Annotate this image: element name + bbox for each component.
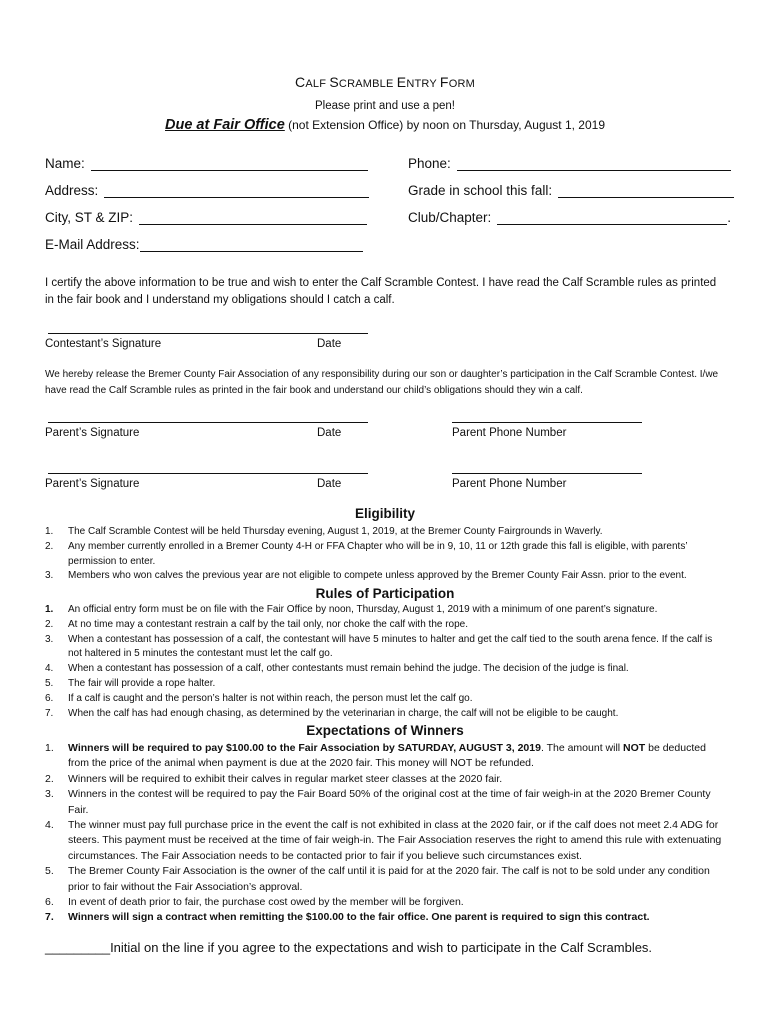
grade-input-line[interactable] <box>558 184 734 198</box>
club-input-line[interactable] <box>497 211 727 225</box>
item-text: Any member currently enrolled in a Bremer County 4-H or FFA Chapter who will be in 9, 10, 11 or 12th grade this fall is eligible, with parents’ permission to enter. <box>68 540 688 567</box>
address-label: Address: <box>45 183 99 198</box>
item-number: 2. <box>45 540 54 552</box>
form-title <box>0 74 770 90</box>
contestant-date-label: Date <box>317 338 342 350</box>
rules-list <box>45 603 725 721</box>
list-item <box>45 692 725 707</box>
item-number: 1. <box>45 742 54 754</box>
list-item <box>45 895 725 910</box>
email-input-line[interactable] <box>140 238 363 252</box>
expectations-heading: Expectations of Winners <box>306 723 464 738</box>
phone-input-line[interactable] <box>457 157 731 171</box>
contestant-signature-line[interactable] <box>48 333 368 334</box>
item-number: 1. <box>45 604 54 615</box>
list-item <box>45 787 725 818</box>
list-item <box>45 910 725 925</box>
city-field[interactable] <box>45 210 367 225</box>
list-item <box>45 525 725 540</box>
due-strong: Due at Fair Office <box>165 117 285 133</box>
item-text: If a calf is caught and the person’s halter is not within reach, the person must let the calf go. <box>68 692 473 704</box>
club-field[interactable] <box>408 210 731 225</box>
initial-agreement-line[interactable]: _________Initial on the line if you agree to the expectations and wish to participate in the Calf Scrambles. <box>45 940 653 955</box>
title-part: E <box>396 74 407 90</box>
item-text: Winners in the contest will be required to pay the Fair Board 50% of the original cost at the time of fair weigh-in at the 2020 Bremer County Fair. <box>68 788 711 816</box>
name-field[interactable] <box>45 156 368 171</box>
grade-field[interactable] <box>408 183 734 198</box>
parent-phone-line[interactable] <box>452 422 642 423</box>
item-text: An official entry form must be on file with the Fair Office by noon, Thursday, August 1, 2019 with a minimum of one parent’s signature. <box>68 604 658 615</box>
parent-date-label: Date <box>317 478 342 490</box>
item-text: At no time may a contestant restrain a calf by the tail only, nor choke the calf with the rope. <box>68 618 469 630</box>
item-text-bold: Winners will be required to pay $100.00 to the Fair Association by SATURDAY, AUGUST 3, 2019 <box>68 742 541 754</box>
city-label: City, ST & ZIP: <box>45 210 134 225</box>
list-item <box>45 618 725 633</box>
item-text: The Calf Scramble Contest will be held Thursday evening, August 1, 2019, at the Bremer County Fairgrounds in Waverly. <box>68 526 603 537</box>
item-number: 1. <box>45 526 54 537</box>
item-text: . The amount will <box>540 742 624 754</box>
item-text: The fair will provide a rope halter. <box>68 677 216 689</box>
list-item <box>45 864 725 895</box>
list-item <box>45 772 725 787</box>
name-label: Name: <box>45 156 85 171</box>
item-number: 7. <box>45 707 54 719</box>
title-part: NTRY <box>406 78 440 90</box>
item-text-bold: NOT <box>623 742 646 754</box>
item-number: 3. <box>45 633 54 645</box>
parent-signature-line[interactable] <box>48 473 368 474</box>
list-item <box>45 677 725 692</box>
list-item <box>45 662 725 677</box>
title-part: S <box>329 74 339 90</box>
title-part: C <box>295 74 306 90</box>
eligibility-heading: Eligibility <box>354 506 415 521</box>
parent-signature-label: Parent’s Signature <box>45 427 140 439</box>
item-number: 6. <box>45 692 54 704</box>
parent-phone-line[interactable] <box>452 473 642 474</box>
item-number: 5. <box>45 865 54 878</box>
item-number: 3. <box>45 788 54 801</box>
expectations-list <box>45 741 725 926</box>
item-text: Winners will be required to exhibit their calves in regular market steer classes at the 2020 fair. <box>68 772 503 785</box>
item-text: When the calf has had enough chasing, as determined by the veterinarian in charge, the calf will not be eligible to be caught. <box>68 707 619 719</box>
list-item <box>45 741 725 772</box>
list-item <box>45 818 725 864</box>
due-rest: (not Extension Office) by noon on Thursday, August 1, 2019 <box>284 118 605 132</box>
form-subtitle: Please print and use a pen! <box>314 100 456 112</box>
item-text: The winner must pay full purchase price in the event the calf is not exhibited in class at the 2020 fair, or if the calf does not meet 2.4 ADG for steers. This payment must be received at the time of fair weigh-in. The Fair Association reserves the right to amend this rule with extenuating circumstances. The Fair Association needs to be contacted prior to fair if you believe such circumstances exist. <box>68 819 722 862</box>
name-input-line[interactable] <box>91 157 368 171</box>
city-input-line[interactable] <box>139 211 367 225</box>
title-part: ORM <box>448 78 475 90</box>
item-number: 7. <box>45 911 54 924</box>
parent-signature-line[interactable] <box>48 422 368 423</box>
parent-phone-label: Parent Phone Number <box>452 478 567 490</box>
item-number: 2. <box>45 772 54 785</box>
item-text: The Bremer County Fair Association is the owner of the calf until it is paid for at the 2020 fair. The calf is not to be sold under any condition prior to fair without the Fair Association’s approval. <box>68 865 710 893</box>
item-number: 6. <box>45 896 54 909</box>
release-statement: We hereby release the Bremer County Fair Association of any responsibility during our son or daughter’s participation in the Calf Scramble Contest. I/we have read the Calf Scramble rules as printed in the fair book and understand our child’s obligations should they win a calf. <box>45 369 719 396</box>
title-part: CRAMBLE <box>338 78 397 90</box>
item-number: 3. <box>45 570 54 582</box>
item-number: 4. <box>45 819 54 832</box>
email-label: E-Mail Address: <box>45 237 140 252</box>
phone-label: Phone: <box>408 156 451 171</box>
parent-signature-label: Parent’s Signature <box>45 478 140 490</box>
item-text: be deducted from the price of the animal when payment is due at the 2020 fair. This money will NOT be refunded. <box>68 742 706 770</box>
list-item <box>45 633 725 663</box>
list-item <box>45 707 725 722</box>
phone-field[interactable] <box>408 156 731 171</box>
item-text: When a contestant has possession of a calf, the contestant will have 5 minutes to halter and get the calf tied to the south arena fence. If the calf is not haltered in 5 minutes the contestant must let the calf go. <box>68 633 713 660</box>
club-period: . <box>727 210 732 225</box>
email-field[interactable] <box>45 237 363 252</box>
title-part: F <box>439 74 449 90</box>
item-number: 2. <box>45 618 54 630</box>
list-item <box>45 540 725 570</box>
parent-phone-label: Parent Phone Number <box>452 427 567 439</box>
address-field[interactable] <box>45 183 369 198</box>
club-label: Club/Chapter: <box>408 210 492 225</box>
item-text: When a contestant has possession of a calf, other contestants must remain behind the judge. The decision of the judge is final. <box>68 663 629 675</box>
item-text: In event of death prior to fair, the purchase cost owed by the member will be forgiven. <box>68 896 464 909</box>
grade-label: Grade in school this fall: <box>408 183 553 198</box>
title-part: ALF <box>305 78 330 90</box>
address-input-line[interactable] <box>104 184 369 198</box>
contestant-signature-label: Contestant’s Signature <box>45 338 162 350</box>
list-item <box>45 603 725 618</box>
list-item <box>45 569 725 584</box>
certify-statement: I certify the above information to be true and wish to enter the Calf Scramble Contest. I have read the Calf Scramble rules as printed in the fair book and I understand my obligations should I catch a calf. <box>45 277 717 306</box>
parent-date-label: Date <box>317 427 342 439</box>
item-number: 5. <box>45 677 54 689</box>
eligibility-list <box>45 525 725 584</box>
item-text: Members who won calves the previous year are not eligible to compete unless approved by the Bremer County Fair Assn. prior to the event. <box>68 570 687 582</box>
item-number: 4. <box>45 663 54 675</box>
rules-heading: Rules of Participation <box>315 586 455 601</box>
due-notice <box>0 117 770 133</box>
item-text-bold: Winners will sign a contract when remitting the $100.00 to the fair office. One parent is required to sign this contract. <box>68 911 650 924</box>
